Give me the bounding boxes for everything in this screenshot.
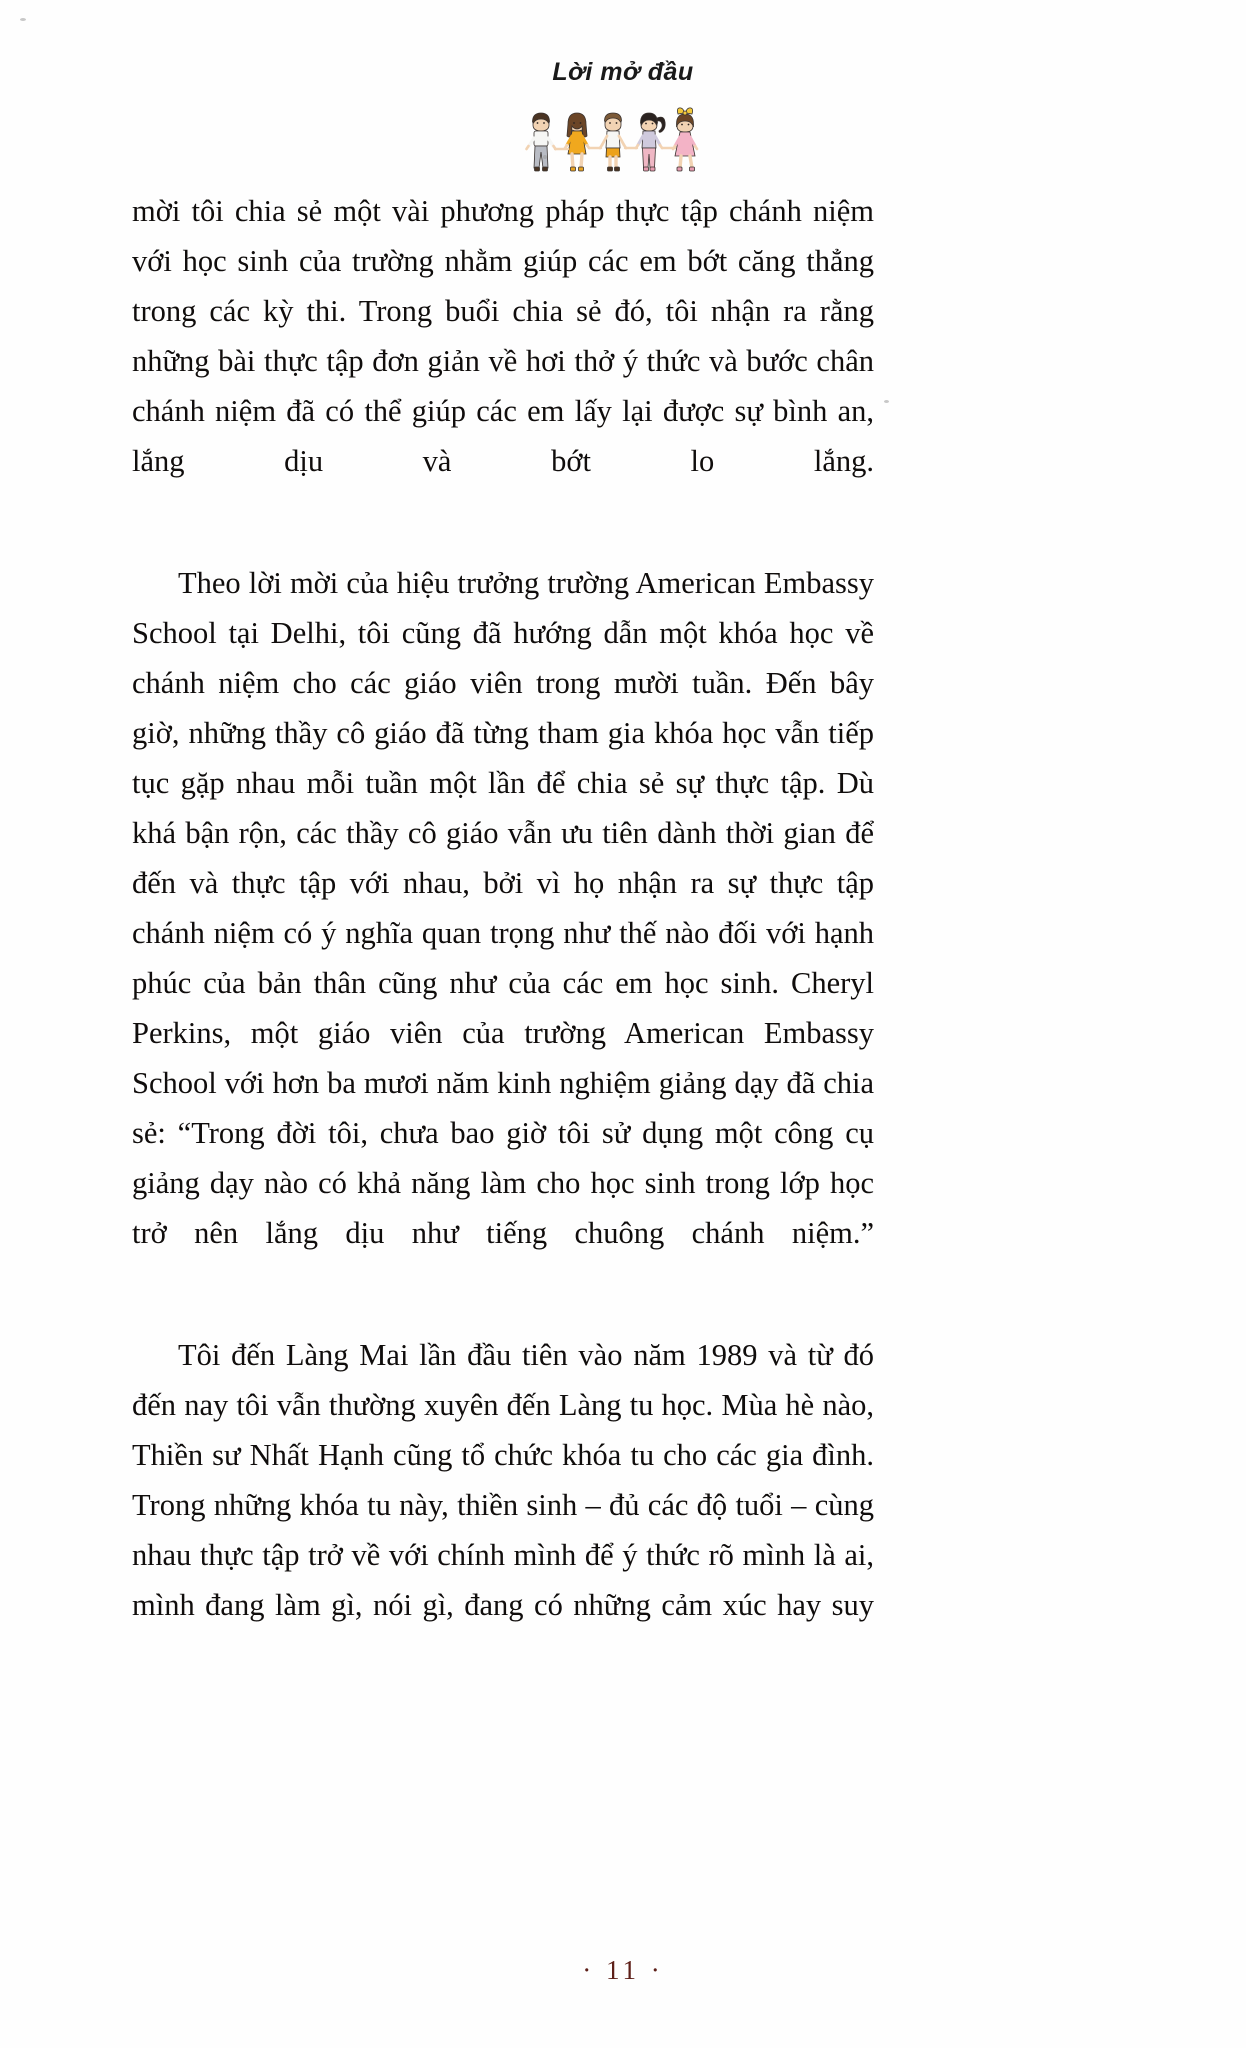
five-children-holding-hands-illustration: [0, 100, 1246, 178]
paragraph-2: Theo lời mời của hiệu trưởng trường American Embassy School tại Delhi, tôi cũng đã hướng dẫn một khóa học về chánh niệm cho các giáo viên trong mười tuần. Đến bây giờ, những thầy cô giáo đã từng tham gia khóa học vẫn tiếp tục gặp nhau mỗi tuần một lần để chia sẻ sự thực tập. Dù khá bận rộn, các thầy cô giáo vẫn ưu tiên dành thời gian để đến và thực tập với nhau, bởi vì họ nhận ra sự thực tập chánh niệm có ý nghĩa quan trọng như thế nào đối với hạnh phúc của bản thân cũng như của các em học sinh. Cheryl Perkins, một giáo viên của trường American Embassy School với hơn ba mươi năm kinh nghiệm giảng dạy đã chia sẻ: “Trong đời tôi, chưa bao giờ tôi sử dụng một công cụ giảng dạy nào có khả năng làm cho học sinh trong lớp học trở nên lắng dịu như tiếng chuông chánh niệm.”: [132, 566, 874, 1250]
running-head: Lời mở đầu: [552, 58, 694, 86]
paragraph-3: Tôi đến Làng Mai lần đầu tiên vào năm 1989 và từ đó đến nay tôi vẫn thường xuyên đến Làng tu học. Mùa hè nào, Thiền sư Nhất Hạnh cũng tổ chức khóa tu cho các gia đình. Trong những khóa tu này, thiền sinh – đủ các độ tuổi – cùng nhau thực tập trở về với chính mình để ý thức rõ mình là ai, mình đang làm gì, nói gì, đang có những cảm xúc hay suy: [132, 1338, 874, 1622]
scan-speck: [884, 400, 889, 403]
scan-speck: [543, 155, 547, 159]
body-text-column: [132, 186, 874, 1680]
paragraph-1: mời tôi chia sẻ một vài phương pháp thực tập chánh niệm với học sinh của trường nhằm giúp các em bớt căng thẳng trong các kỳ thi. Trong buổi chia sẻ đó, tôi nhận ra rằng những bài thực tập đơn giản về hơi thở ý thức và bước chân chánh niệm đã có thể giúp các em lấy lại được sự bình an, lắng dịu và bớt lo lắng.: [132, 194, 874, 478]
scan-speck: [20, 18, 26, 21]
page-number: · 11 ·: [582, 1955, 664, 1985]
children-ornament-svg: [523, 100, 723, 178]
